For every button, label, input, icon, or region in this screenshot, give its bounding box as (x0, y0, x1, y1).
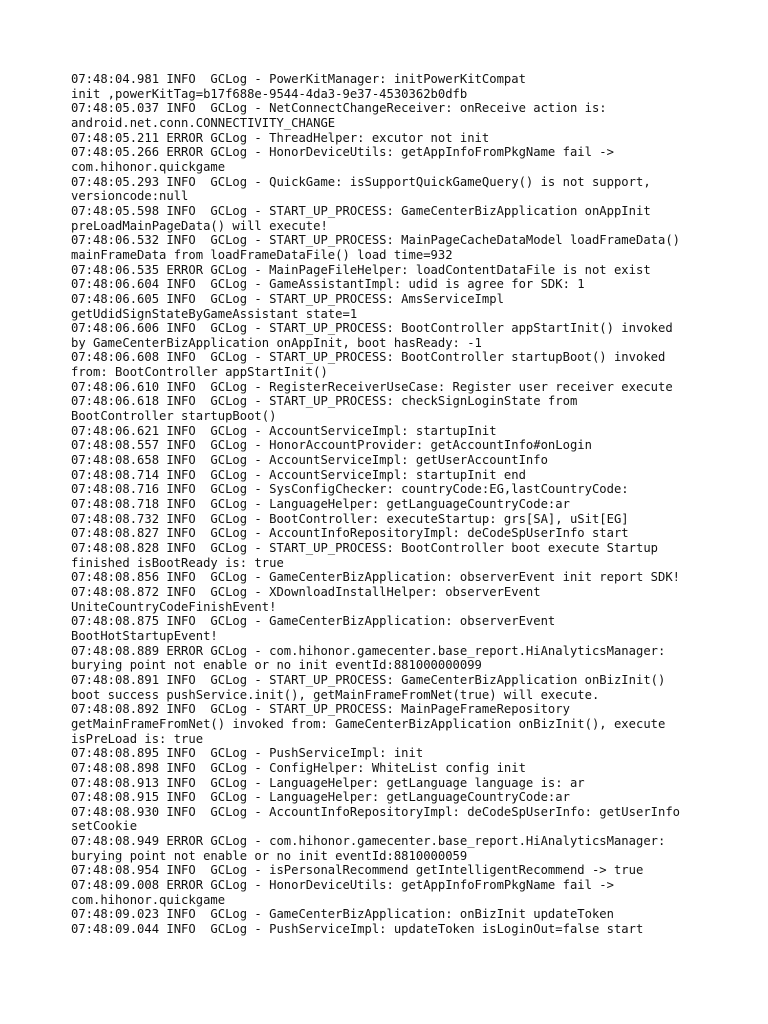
log-line: preLoadMainPageData() will execute! (71, 218, 328, 233)
log-line: 07:48:06.618 INFO GCLog - START_UP_PROCESS: checkSignLoginState from (71, 394, 578, 409)
log-line: setCookie (71, 819, 138, 834)
log-line: 07:48:05.037 INFO GCLog - NetConnectChangeReceiver: onReceive action is: (71, 101, 607, 116)
log-line: 07:48:04.981 INFO GCLog - PowerKitManager: initPowerKitCompat (71, 72, 526, 86)
log-line: 07:48:08.718 INFO GCLog - LanguageHelper: getLanguageCountryCode:ar (71, 497, 570, 512)
log-line: 07:48:08.714 INFO GCLog - AccountServiceImpl: startupInit end (71, 467, 526, 482)
log-line: burying point not enable or no init eventId:8810000059 (71, 848, 468, 863)
log-line: isPreLoad is: true (71, 731, 204, 746)
log-line: 07:48:06.535 ERROR GCLog - MainPageFileHelper: loadContentDataFile is not exist (71, 262, 651, 277)
log-line: com.hihonor.quickgame (71, 892, 226, 907)
log-line: 07:48:08.732 INFO GCLog - BootController: executeStartup: grs[SA], uSit[EG] (71, 511, 629, 526)
log-line: 07:48:06.532 INFO GCLog - START_UP_PROCESS: MainPageCacheDataModel loadFrameData() (71, 233, 681, 248)
log-line: getMainFrameFromNet() invoked from: GameCenterBizApplication onBizInit(), execute (71, 716, 666, 731)
log-line: getUdidSignStateByGameAssistant state=1 (71, 306, 358, 321)
log-line: 07:48:08.658 INFO GCLog - AccountServiceImpl: getUserAccountInfo (71, 453, 548, 468)
log-line: 07:48:08.889 ERROR GCLog - com.hihonor.gamecenter.base_report.HiAnalyticsManager: (71, 643, 666, 658)
log-line: 07:48:08.913 INFO GCLog - LanguageHelper: getLanguage language is: ar (71, 775, 585, 790)
log-line: 07:48:05.266 ERROR GCLog - HonorDeviceUtils: getAppInfoFromPkgName fail -> (71, 145, 614, 160)
log-text-block (71, 72, 751, 937)
log-line: 07:48:06.606 INFO GCLog - START_UP_PROCESS: BootController appStartInit() invoked (71, 321, 673, 336)
log-line: 07:48:06.610 INFO GCLog - RegisterReceiverUseCase: Register user receiver execute (71, 379, 673, 394)
log-line: versioncode:null (71, 189, 189, 204)
log-line: 07:48:08.856 INFO GCLog - GameCenterBizApplication: observerEvent init report SDK! (71, 570, 681, 585)
log-line: BootHotStartupEvent! (71, 628, 218, 643)
log-line: 07:48:08.716 INFO GCLog - SysConfigChecker: countryCode:EG,lastCountryCode: (71, 482, 629, 497)
log-line: 07:48:08.915 INFO GCLog - LanguageHelper: getLanguageCountryCode:ar (71, 790, 570, 805)
log-line: mainFrameData from loadFrameDataFile() load time=932 (71, 247, 453, 262)
log-line: 07:48:06.604 INFO GCLog - GameAssistantImpl: udid is agree for SDK: 1 (71, 277, 585, 292)
log-line: 07:48:08.828 INFO GCLog - START_UP_PROCESS: BootController boot execute Startup (71, 541, 658, 555)
log-line: from: BootController appStartInit() (71, 365, 328, 380)
log-line: 07:48:08.954 INFO GCLog - isPersonalRecommend getIntelligentRecommend -> true (71, 863, 644, 878)
log-line: 07:48:05.211 ERROR GCLog - ThreadHelper: excutor not init (71, 130, 490, 145)
log-line: by GameCenterBizApplication onAppInit, boot hasReady: -1 (71, 335, 482, 350)
log-line: finished isBootReady is: true (71, 555, 284, 570)
log-line: 07:48:05.598 INFO GCLog - START_UP_PROCESS: GameCenterBizApplication onAppInit (71, 203, 651, 218)
log-line: 07:48:06.621 INFO GCLog - AccountServiceImpl: startupInit (71, 423, 497, 438)
log-line: UniteCountryCodeFinishEvent! (71, 599, 277, 614)
log-line: 07:48:08.891 INFO GCLog - START_UP_PROCESS: GameCenterBizApplication onBizInit() (71, 672, 666, 687)
log-line: 07:48:09.008 ERROR GCLog - HonorDeviceUtils: getAppInfoFromPkgName fail -> (71, 878, 614, 893)
log-line: android.net.conn.CONNECTIVITY_CHANGE (71, 115, 336, 130)
log-line: com.hihonor.quickgame (71, 159, 226, 174)
log-line: 07:48:08.892 INFO GCLog - START_UP_PROCESS: MainPageFrameRepository (71, 702, 570, 717)
log-line: boot success pushService.init(), getMainFrameFromNet(true) will execute. (71, 687, 600, 702)
log-line: 07:48:09.023 INFO GCLog - GameCenterBizApplication: onBizInit updateToken (71, 907, 614, 922)
log-line: burying point not enable or no init eventId:881000000099 (71, 658, 482, 673)
log-line: 07:48:08.872 INFO GCLog - XDownloadInstallHelper: observerEvent (71, 584, 541, 599)
log-line: 07:48:06.605 INFO GCLog - START_UP_PROCESS: AmsServiceImpl (71, 291, 504, 306)
log-line: 07:48:08.875 INFO GCLog - GameCenterBizApplication: observerEvent (71, 614, 556, 629)
log-line: 07:48:05.293 INFO GCLog - QuickGame: isSupportQuickGameQuery() is not support, (71, 174, 651, 189)
log-line: 07:48:06.608 INFO GCLog - START_UP_PROCESS: BootController startupBoot() invoked (71, 350, 666, 365)
log-line: 07:48:08.557 INFO GCLog - HonorAccountProvider: getAccountInfo#onLogin (71, 438, 592, 453)
log-line: 07:48:08.949 ERROR GCLog - com.hihonor.gamecenter.base_report.HiAnalyticsManager: (71, 834, 666, 849)
log-line: 07:48:08.898 INFO GCLog - ConfigHelper: WhiteList config init (71, 760, 526, 775)
log-line: 07:48:09.044 INFO GCLog - PushServiceImpl: updateToken isLoginOut=false start (71, 922, 644, 937)
log-line: init ,powerKitTag=b17f688e-9544-4da3-9e37-4530362b0dfb (71, 86, 468, 101)
log-line: 07:48:08.827 INFO GCLog - AccountInfoRepositoryImpl: deCodeSpUserInfo start (71, 526, 629, 541)
log-line: BootController startupBoot() (71, 409, 277, 424)
log-line: 07:48:08.895 INFO GCLog - PushServiceImpl: init (71, 746, 424, 761)
log-line: 07:48:08.930 INFO GCLog - AccountInfoRepositoryImpl: deCodeSpUserInfo: getUserInfo (71, 804, 681, 819)
